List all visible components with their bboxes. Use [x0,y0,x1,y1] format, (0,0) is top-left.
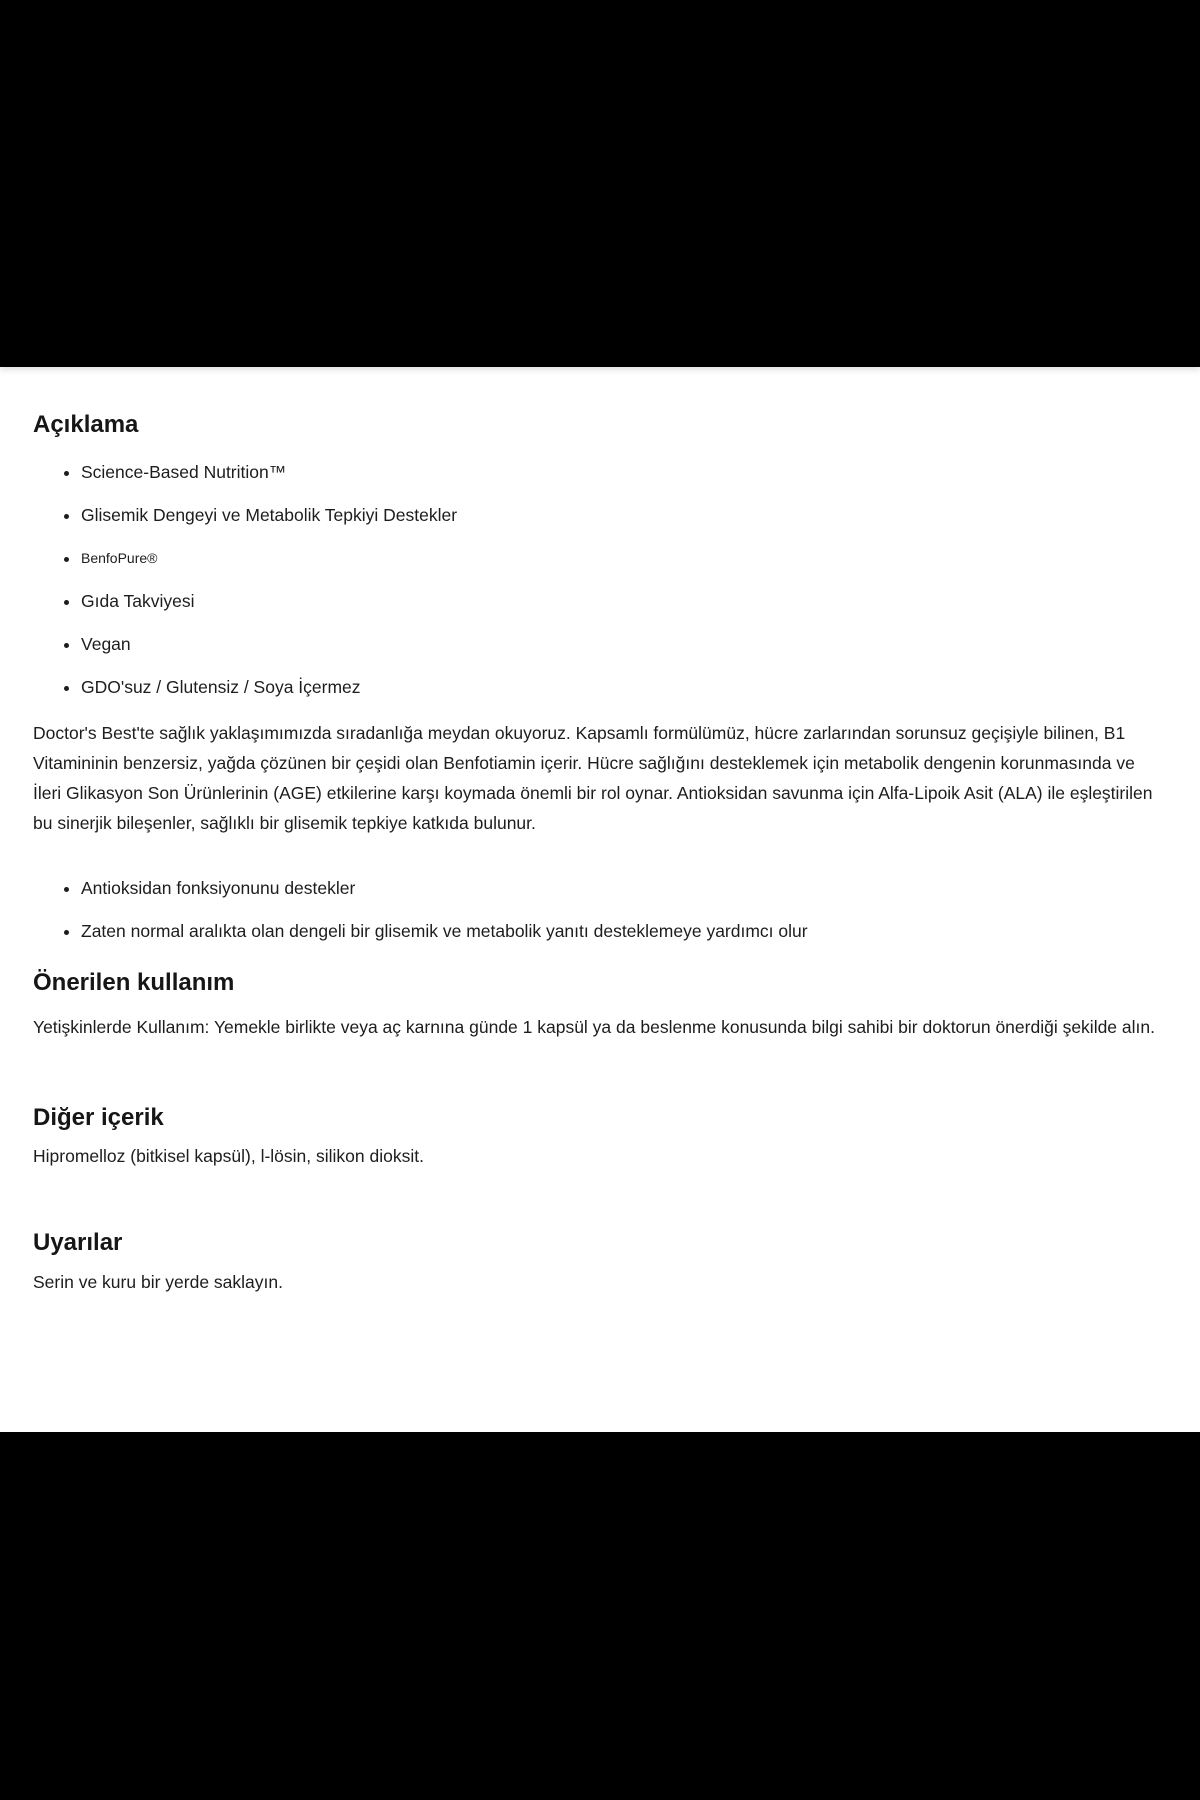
feature-label: GDO'suz / Glutensiz / Soya İçermez [81,677,361,697]
section-title-warnings: Uyarılar [33,1229,123,1256]
feature-label: Science-Based Nutrition™ [81,462,287,482]
feature-item [81,457,1167,487]
benefit-list [33,873,1167,946]
benefit-label: Antioksidan fonksiyonunu destekler [81,878,356,898]
benefit-label: Zaten normal aralıkta olan dengeli bir glisemik ve metabolik yanıtı desteklemeye yardımcı olur [81,921,808,941]
feature-list [33,457,1167,702]
feature-item [81,543,1167,573]
warnings-text: Serin ve kuru bir yerde saklayın. [33,1272,283,1292]
feature-item [81,500,1167,530]
other-ingredients-text: Hipromelloz (bitkisel kapsül), l-lösin, silikon dioksit. [33,1146,424,1166]
bottom-image-band [0,1432,1200,1800]
feature-label: BenfoPure® [81,550,158,566]
section-title-description: Açıklama [33,411,139,438]
feature-item [81,629,1167,659]
feature-label: Vegan [81,634,131,654]
feature-item [81,586,1167,616]
top-image-band [0,0,1200,367]
usage-text: Yetişkinlerde Kullanım: Yemekle birlikte veya aç karnına günde 1 kapsül ya da beslenme konusunda bilgi sahibi bir doktorun önerdiği şekilde alın. [33,1017,1155,1037]
section-title-other-ingredients: Diğer içerik [33,1104,164,1131]
product-description-section [0,367,1200,1432]
benefit-item [81,873,1167,903]
description-text: Doctor's Best'te sağlık yaklaşımımızda sıradanlığa meydan okuyoruz. Kapsamlı formülümüz, hücre zarlarından sorunsuz geçişiyle bilinen, B1 Vitamininin benzersiz, yağda çözünen bir çeşidi olan Benfotiamin içerir. Hücre sağlığını desteklemek için metabolik dengenin korunmasında ve İleri Glikasyon Son Ürünlerinin (AGE) etkilerine karşı koymada önemli bir rol oynar. Antioksidan savunma için Alfa-Lipoik Asit (ALA) ile eşleştirilen bu sinerjik bileşenler, sağlıklı bir glisemik tepkiye katkıda bulunur. [33,723,1153,833]
benefit-item [81,916,1167,946]
section-title-usage: Önerilen kullanım [33,969,235,996]
feature-label: Glisemik Dengeyi ve Metabolik Tepkiyi Destekler [81,505,458,525]
feature-label: Gıda Takviyesi [81,591,195,611]
feature-item [81,672,1167,702]
